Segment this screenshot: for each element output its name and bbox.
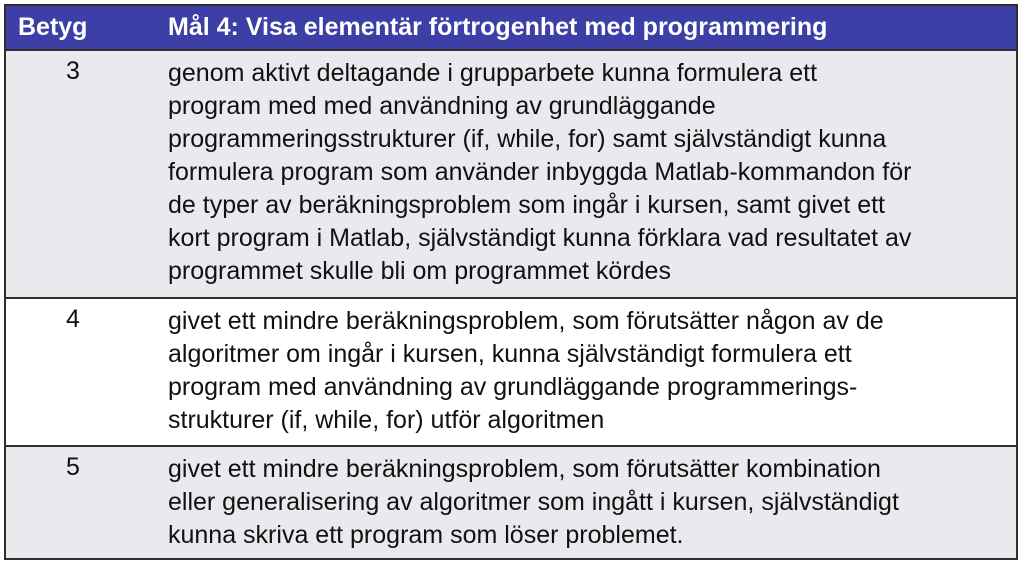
criteria-line: kort program i Matlab, självständigt kunna förklara vad resultatet av — [168, 224, 912, 252]
grade-cell: 4 — [66, 305, 80, 333]
criteria-line: algoritmer om ingår i kursen, kunna självständigt formulera ett — [168, 340, 852, 368]
criteria-cell — [154, 51, 1016, 297]
table-row-grade-5 — [6, 447, 1016, 558]
grade-cell: 3 — [66, 57, 80, 85]
criteria-line: programmet skulle bli om programmet kördes — [168, 257, 671, 285]
criteria-line: kunna skriva ett program som löser problemet. — [168, 521, 684, 549]
criteria-line: givet ett mindre beräkningsproblem, som förutsätter kombination — [168, 455, 881, 483]
table-row-grade-4 — [6, 299, 1016, 447]
grading-criteria-table — [4, 4, 1018, 560]
header-goal: Mål 4: Visa elementär förtrogenhet med programmering — [168, 13, 828, 41]
criteria-line: program med användning av grundläggande programmerings- — [168, 373, 858, 401]
criteria-cell — [154, 447, 1016, 558]
criteria-line: formulera program som använder inbyggda Matlab-kommandon för — [168, 158, 912, 186]
header-grade: Betyg — [18, 13, 88, 41]
criteria-line: program med med användning av grundläggande — [168, 92, 716, 120]
criteria-line: de typer av beräkningsproblem som ingår i kursen, samt givet ett — [168, 191, 886, 219]
grade-cell: 5 — [66, 453, 80, 481]
criteria-line: givet ett mindre beräkningsproblem, som förutsätter någon av de — [168, 307, 884, 335]
criteria-line: strukturer (if, while, for) utför algoritmen — [168, 406, 605, 434]
criteria-cell — [154, 299, 1016, 445]
criteria-line: genom aktivt deltagande i grupparbete kunna formulera ett — [168, 59, 818, 87]
table-row-grade-3 — [6, 51, 1016, 299]
criteria-line: eller generalisering av algoritmer som ingått i kursen, självständigt — [168, 488, 899, 516]
criteria-line: programmeringsstrukturer (if, while, for) samt självständigt kunna — [168, 125, 887, 153]
table-header-row — [6, 6, 1016, 51]
